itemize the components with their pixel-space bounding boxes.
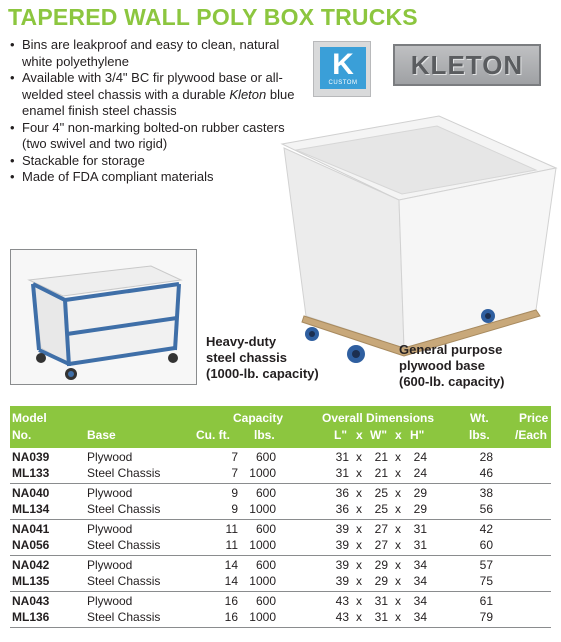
header-height: H" <box>410 428 425 442</box>
dimension-width: 27 <box>374 537 388 552</box>
dimension-length: 31 <box>335 450 349 464</box>
dimension-height: 24 <box>413 450 427 464</box>
table-row <box>10 538 551 554</box>
dimension-length: 43 <box>335 609 349 624</box>
feature-item: • Bins are leakproof and easy to clean, natural white polyethylene <box>10 37 295 70</box>
dimension-length: 31 <box>335 465 349 480</box>
capacity-lbs: 1000 <box>249 573 276 588</box>
dimension-width: 29 <box>374 558 388 572</box>
header-weight: Wt. <box>470 411 489 425</box>
capacity-lbs: 1000 <box>249 465 276 480</box>
model-number: ML135 <box>12 573 50 588</box>
dimension-separator: x <box>356 594 362 608</box>
base-type: Steel Chassis <box>87 501 161 516</box>
dimension-height: 29 <box>413 486 427 500</box>
dimension-length: 36 <box>335 501 349 516</box>
capacity-lbs: 1000 <box>249 501 276 516</box>
header-dimensions: Overall Dimensions <box>322 411 435 425</box>
capacity-lbs: 600 <box>255 522 276 536</box>
k-logo-letter: K <box>332 47 354 81</box>
capacity-cuft: 16 <box>224 594 238 608</box>
header-capacity: Capacity <box>233 411 284 425</box>
dimension-height: 34 <box>413 558 427 572</box>
table-row <box>10 466 551 482</box>
dimension-separator: x <box>356 450 362 464</box>
dimension-separator: x <box>356 522 362 536</box>
dimension-separator: x <box>356 501 362 516</box>
model-number: NA039 <box>12 450 50 464</box>
header-weight-unit: lbs. <box>469 428 490 442</box>
model-number: NA056 <box>12 537 50 552</box>
caption-line: (1000-lb. capacity) <box>206 366 319 381</box>
dimension-length: 43 <box>335 594 349 608</box>
weight: 42 <box>479 522 493 536</box>
steel-chassis-photo <box>10 249 197 385</box>
dimension-separator: x <box>395 501 401 516</box>
feature-list <box>10 37 295 186</box>
dimension-width: 21 <box>374 465 388 480</box>
plywood-base-truck-illustration <box>264 110 561 372</box>
weight: 60 <box>479 537 493 552</box>
dimension-width: 21 <box>374 450 388 464</box>
dimension-width: 25 <box>374 486 388 500</box>
base-type: Plywood <box>87 558 133 572</box>
header-width: W" <box>370 428 388 442</box>
feature-item: • Stackable for storage <box>10 153 295 170</box>
capacity-lbs: 1000 <box>249 609 276 624</box>
dimension-height: 31 <box>413 522 427 536</box>
plywood-base-caption <box>399 342 505 390</box>
capacity-lbs: 600 <box>255 486 276 500</box>
dimension-height: 29 <box>413 501 427 516</box>
table-row <box>10 610 551 626</box>
header-x: x <box>395 428 402 442</box>
dimension-length: 39 <box>335 537 349 552</box>
feature-item: • Four 4" non-marking bolted-on rubber casters (two swivel and two rigid) <box>10 120 295 153</box>
dimension-width: 25 <box>374 501 388 516</box>
dimension-separator: x <box>356 537 362 552</box>
header-x: x <box>356 428 363 442</box>
capacity-cuft: 9 <box>231 501 238 516</box>
model-number: ML133 <box>12 465 50 480</box>
dimension-separator: x <box>356 573 362 588</box>
dimension-length: 39 <box>335 558 349 572</box>
capacity-lbs: 600 <box>255 450 276 464</box>
capacity-cuft: 11 <box>225 522 238 536</box>
model-number: NA040 <box>12 486 50 500</box>
table-body <box>10 448 551 628</box>
table-row <box>10 522 551 538</box>
table-group <box>10 556 551 592</box>
feature-item: • Made of FDA compliant materials <box>10 169 295 186</box>
dimension-separator: x <box>395 465 401 480</box>
header-no: No. <box>12 428 32 442</box>
header-price: Price <box>519 411 549 425</box>
caption-line: plywood base <box>399 358 485 373</box>
steel-chassis-truck-illustration <box>11 250 196 384</box>
capacity-cuft: 7 <box>231 450 238 464</box>
base-type: Plywood <box>87 450 133 464</box>
base-type: Steel Chassis <box>87 465 161 480</box>
table-row <box>10 502 551 518</box>
weight: 57 <box>479 558 493 572</box>
model-number: ML134 <box>12 501 50 516</box>
dimension-height: 31 <box>413 537 427 552</box>
header-cuft: Cu. ft. <box>196 428 230 442</box>
dimension-separator: x <box>395 573 401 588</box>
base-type: Plywood <box>87 486 133 500</box>
caption-line: steel chassis <box>206 350 287 365</box>
weight: 79 <box>479 609 493 624</box>
dimension-separator: x <box>395 450 401 464</box>
feature-item <box>10 70 295 120</box>
capacity-cuft: 11 <box>225 537 238 552</box>
page-title: TAPERED WALL POLY BOX TRUCKS <box>8 4 418 30</box>
base-type: Plywood <box>87 594 133 608</box>
feature-text: Available with 3/4" BC fir plywood base or all-welded steel chassis with a durable <box>22 70 283 102</box>
header-length: L" <box>334 428 348 442</box>
base-type: Plywood <box>87 522 133 536</box>
capacity-cuft: 14 <box>224 558 238 572</box>
feature-text: blue enamel finish steel chassis <box>22 86 295 118</box>
caption-line: General purpose <box>399 342 503 357</box>
header-base: Base <box>87 428 116 442</box>
table-row <box>10 594 551 610</box>
dimension-length: 39 <box>335 573 349 588</box>
dimension-separator: x <box>395 486 401 500</box>
dimension-width: 31 <box>374 594 388 608</box>
dimension-separator: x <box>356 465 362 480</box>
dimension-width: 27 <box>374 522 388 536</box>
table-row <box>10 486 551 502</box>
dimension-width: 31 <box>374 609 388 624</box>
dimension-separator: x <box>395 522 401 536</box>
weight: 56 <box>479 501 493 516</box>
k-logo-box <box>320 47 366 89</box>
caption-line: (600-lb. capacity) <box>399 374 505 389</box>
header-model: Model <box>12 411 47 425</box>
dimension-height: 24 <box>413 465 427 480</box>
capacity-lbs: 600 <box>255 558 276 572</box>
model-number: ML136 <box>12 609 50 624</box>
weight: 75 <box>479 573 493 588</box>
kleton-wordmark: KLETON <box>410 49 524 80</box>
table-group <box>10 448 551 484</box>
kleton-logo <box>393 44 541 86</box>
dimension-separator: x <box>395 537 401 552</box>
model-number: NA041 <box>12 522 50 536</box>
dimension-separator: x <box>356 558 362 572</box>
weight: 46 <box>479 465 493 480</box>
dimension-length: 39 <box>335 522 349 536</box>
dimension-width: 29 <box>374 573 388 588</box>
capacity-lbs: 600 <box>255 594 276 608</box>
weight: 28 <box>479 450 493 464</box>
table-group <box>10 484 551 520</box>
spec-table <box>10 406 551 628</box>
header-lbs: lbs. <box>254 428 275 442</box>
dimension-separator: x <box>395 594 401 608</box>
feature-brand: Kleton <box>229 86 267 102</box>
capacity-cuft: 9 <box>231 486 238 500</box>
base-type: Steel Chassis <box>87 537 161 552</box>
capacity-cuft: 14 <box>224 573 238 588</box>
dimension-separator: x <box>356 609 362 624</box>
dimension-length: 36 <box>335 486 349 500</box>
capacity-cuft: 7 <box>231 465 238 480</box>
k-custom-logo <box>313 41 371 97</box>
dimension-separator: x <box>356 486 362 500</box>
weight: 38 <box>479 486 493 500</box>
table-group <box>10 592 551 628</box>
caption-line: Heavy-duty <box>206 334 277 349</box>
steel-chassis-caption <box>206 334 319 382</box>
capacity-cuft: 16 <box>224 609 238 624</box>
k-logo-subtitle: CUSTOM <box>328 79 358 86</box>
table-row <box>10 450 551 466</box>
table-group <box>10 520 551 556</box>
model-number: NA043 <box>12 594 50 608</box>
base-type: Steel Chassis <box>87 573 161 588</box>
dimension-height: 34 <box>413 594 427 608</box>
dimension-height: 34 <box>413 609 427 624</box>
dimension-separator: x <box>395 609 401 624</box>
table-header <box>10 406 551 448</box>
table-row <box>10 558 551 574</box>
base-type: Steel Chassis <box>87 609 161 624</box>
dimension-height: 34 <box>413 573 427 588</box>
header-each: /Each <box>515 428 548 442</box>
model-number: NA042 <box>12 558 50 572</box>
table-row <box>10 574 551 590</box>
weight: 61 <box>479 594 493 608</box>
capacity-lbs: 1000 <box>249 537 276 552</box>
dimension-separator: x <box>395 558 401 572</box>
